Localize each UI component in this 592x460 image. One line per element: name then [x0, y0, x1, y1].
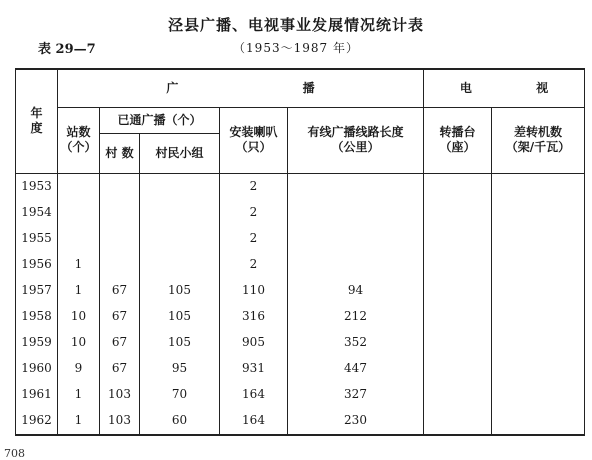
cell-villages: 67	[100, 278, 140, 304]
cell-speakers: 2	[220, 173, 288, 200]
header-connected: 已通广播（个）	[100, 107, 220, 133]
cell-stations: 9	[58, 356, 100, 382]
cell-speakers: 110	[220, 278, 288, 304]
cell-groups: 105	[140, 278, 220, 304]
cell-relay	[424, 330, 492, 356]
table-row	[16, 226, 585, 252]
header-tv-right: 视	[536, 80, 549, 95]
cell-speakers: 2	[220, 200, 288, 226]
cell-speakers: 164	[220, 382, 288, 408]
cell-speakers: 164	[220, 408, 288, 435]
cell-stations	[58, 173, 100, 200]
cell-villages: 67	[100, 330, 140, 356]
header-relay-stations: 转播台 （座）	[424, 107, 492, 173]
cell-translators	[492, 226, 585, 252]
cell-groups: 105	[140, 330, 220, 356]
cell-cable	[288, 226, 424, 252]
table-title: 泾县广播、电视事业发展情况统计表	[167, 16, 424, 34]
header-villages: 村 数	[100, 133, 140, 173]
cell-stations: 1	[58, 252, 100, 278]
table-row	[16, 278, 585, 304]
cell-cable	[288, 252, 424, 278]
cell-groups: 60	[140, 408, 220, 435]
cell-groups	[140, 252, 220, 278]
cell-cable: 327	[288, 382, 424, 408]
cell-relay	[424, 226, 492, 252]
cell-relay	[424, 200, 492, 226]
cell-speakers: 316	[220, 304, 288, 330]
table-row	[16, 304, 585, 330]
cell-translators	[492, 382, 585, 408]
cell-cable: 94	[288, 278, 424, 304]
cell-groups	[140, 200, 220, 226]
cell-speakers: 2	[220, 226, 288, 252]
cell-cable: 352	[288, 330, 424, 356]
cell-relay	[424, 382, 492, 408]
cell-groups: 70	[140, 382, 220, 408]
cell-cable	[288, 200, 424, 226]
cell-translators	[492, 408, 585, 435]
table-number: 表 29—7	[38, 42, 96, 57]
cell-relay	[424, 408, 492, 435]
cell-villages	[100, 252, 140, 278]
cell-stations	[58, 226, 100, 252]
table-row	[16, 408, 585, 435]
header-tv-left: 电	[459, 80, 472, 95]
cell-villages	[100, 173, 140, 200]
header-tv	[424, 69, 585, 107]
header-stations: 站数 （个）	[58, 107, 100, 173]
cell-speakers: 905	[220, 330, 288, 356]
cell-stations: 1	[58, 278, 100, 304]
cell-cable: 447	[288, 356, 424, 382]
cell-villages: 67	[100, 304, 140, 330]
cell-translators	[492, 330, 585, 356]
cell-translators	[492, 304, 585, 330]
cell-groups	[140, 226, 220, 252]
cell-cable: 230	[288, 408, 424, 435]
cell-year: 1960	[16, 356, 58, 382]
cell-year: 1953	[16, 173, 58, 200]
cell-stations: 1	[58, 408, 100, 435]
cell-stations: 10	[58, 330, 100, 356]
cell-translators	[492, 252, 585, 278]
header-broadcast	[58, 69, 424, 107]
cell-speakers: 2	[220, 252, 288, 278]
cell-stations: 10	[58, 304, 100, 330]
cell-translators	[492, 173, 585, 200]
header-speakers: 安装喇叭 （只）	[220, 107, 288, 173]
cell-groups	[140, 173, 220, 200]
statistics-table	[15, 68, 585, 436]
cell-year: 1955	[16, 226, 58, 252]
cell-year: 1957	[16, 278, 58, 304]
table-row	[16, 173, 585, 200]
cell-translators	[492, 278, 585, 304]
cell-relay	[424, 278, 492, 304]
cell-relay	[424, 304, 492, 330]
cell-villages: 67	[100, 356, 140, 382]
header-broadcast-right: 播	[302, 80, 315, 95]
cell-villages	[100, 226, 140, 252]
cell-year: 1956	[16, 252, 58, 278]
cell-villages: 103	[100, 382, 140, 408]
table-row	[16, 382, 585, 408]
cell-year: 1959	[16, 330, 58, 356]
table-row	[16, 330, 585, 356]
cell-stations: 1	[58, 382, 100, 408]
header-groups: 村民小组	[140, 133, 220, 173]
cell-cable	[288, 173, 424, 200]
cell-groups: 105	[140, 304, 220, 330]
cell-year: 1961	[16, 382, 58, 408]
cell-year: 1958	[16, 304, 58, 330]
cell-translators	[492, 356, 585, 382]
cell-relay	[424, 356, 492, 382]
header-cable-length: 有线广播线路长度 （公里）	[288, 107, 424, 173]
table-row	[16, 252, 585, 278]
header-year: 年 度	[16, 69, 58, 173]
cell-relay	[424, 173, 492, 200]
page-number: 708	[4, 447, 25, 460]
cell-villages	[100, 200, 140, 226]
cell-speakers: 931	[220, 356, 288, 382]
cell-relay	[424, 252, 492, 278]
header-broadcast-left: 广	[166, 80, 179, 95]
cell-year: 1954	[16, 200, 58, 226]
cell-stations	[58, 200, 100, 226]
cell-year: 1962	[16, 408, 58, 435]
table-subtitle: （1953～1987 年）	[233, 41, 359, 55]
cell-translators	[492, 200, 585, 226]
header-translators: 差转机数 （架/千瓦）	[492, 107, 585, 173]
table-row	[16, 200, 585, 226]
cell-groups: 95	[140, 356, 220, 382]
cell-cable: 212	[288, 304, 424, 330]
table-row	[16, 356, 585, 382]
cell-villages: 103	[100, 408, 140, 435]
